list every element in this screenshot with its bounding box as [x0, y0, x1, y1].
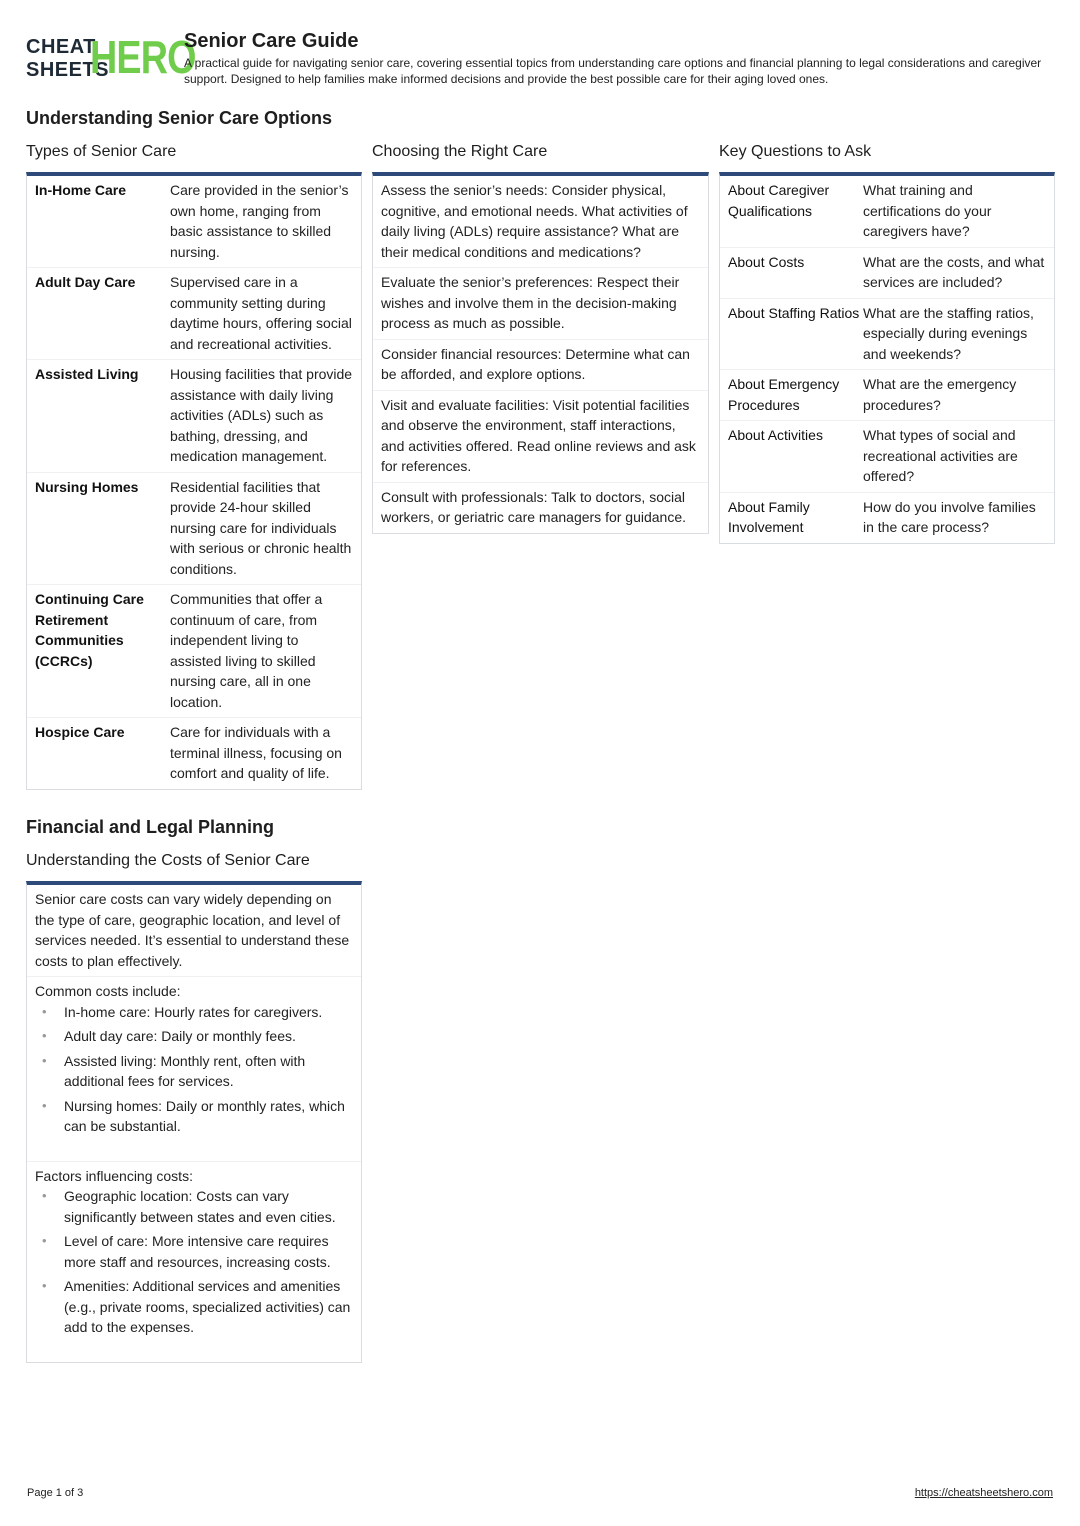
common-costs-block	[27, 977, 361, 1162]
factors-block	[27, 1162, 361, 1362]
table-row	[27, 473, 361, 586]
table-row	[720, 421, 1054, 493]
table-row	[720, 248, 1054, 299]
common-costs-list	[35, 1002, 353, 1137]
title-block	[184, 30, 1056, 87]
table-row	[720, 299, 1054, 371]
site-link[interactable]: https://cheatsheetshero.com	[914, 1487, 1053, 1499]
term-staffing-ratios: About Staffing Ratios	[728, 304, 860, 321]
list-item: Consider financial resources: Determine what can be afforded, and explore options.	[373, 340, 708, 391]
term-ccrc: Continuing Care Retirement Communities (CCRCs)	[35, 591, 144, 669]
def-costs: What are the costs, and what services are included?	[863, 253, 1045, 290]
page-description: A practical guide for navigating senior care, covering essential topics from understanding care options and financial planning to legal considerations and caregiver support. Designed to help families make informed decisions and provide the best possible care for their aging loved ones.	[184, 56, 1042, 86]
term-family-involvement: About Family Involvement	[728, 498, 810, 535]
term-hospice-care: Hospice Care	[35, 724, 125, 740]
costs-card	[26, 881, 362, 1363]
section-title-options: Understanding Senior Care Options	[26, 108, 333, 128]
list-item: • Level of care: More intensive care requires more staff and resources, increasing costs.	[35, 1231, 353, 1272]
page-header	[26, 30, 1056, 90]
table-row	[27, 268, 361, 360]
factors-lead: Factors influencing costs:	[35, 1167, 193, 1184]
questions-card	[719, 172, 1055, 544]
list-item: Assess the senior’s needs: Consider physical, cognitive, and emotional needs. What activities of daily living (ADLs) require assistance? What are their medical conditions and medications?	[373, 176, 708, 268]
choosing-card	[372, 172, 709, 534]
list-item: Evaluate the senior’s preferences: Respect their wishes and involve them in the decision-making process as much as possible.	[373, 268, 708, 340]
logo-sheets: SHEETS	[26, 59, 110, 81]
def-staffing-ratios: What are the staffing ratios, especially during evenings and weekends?	[863, 304, 1034, 362]
list-item: • Assisted living: Monthly rent, often with additional fees for services.	[35, 1051, 353, 1092]
card-title-costs: Understanding the Costs of Senior Care	[26, 852, 310, 869]
term-nursing-homes: Nursing Homes	[35, 478, 139, 495]
def-emergency-procedures: What are the emergency procedures?	[863, 376, 1017, 413]
list-item: Visit and evaluate facilities: Visit potential facilities and observe the environment, staff interactions, and activities offered. Read online reviews and ask for references.	[373, 391, 708, 483]
term-in-home-care: In-Home Care	[35, 182, 127, 198]
def-assisted-living: Housing facilities that provide assistance with daily living activities (ADLs) such as bathing, dressing, and medication management.	[170, 366, 353, 464]
table-row	[720, 370, 1054, 421]
def-family-involvement: How do you involve families in the care process?	[863, 498, 1036, 535]
card-title-questions: Key Questions to Ask	[719, 143, 872, 160]
cheatsheetshero-logo[interactable]	[26, 31, 196, 83]
logo-cheat: CHEAT	[26, 36, 96, 58]
logo-hero: HERO	[90, 31, 196, 83]
term-activities: About Activities	[728, 427, 823, 443]
table-row	[27, 176, 361, 268]
table-row	[27, 585, 361, 718]
card-title-types: Types of Senior Care	[26, 143, 177, 160]
term-costs: About Costs	[728, 253, 805, 270]
list-item: Consult with professionals: Talk to doctors, social workers, or geriatric care managers for guidance.	[381, 488, 687, 525]
term-emergency-procedures: About Emergency Procedures	[728, 376, 840, 413]
table-row	[27, 718, 361, 789]
section-title-financial: Financial and Legal Planning	[26, 817, 275, 837]
def-nursing-homes: Residential facilities that provide 24-hour skilled nursing care for individuals with serious or chronic health conditions.	[170, 478, 352, 577]
term-adult-day-care: Adult Day Care	[35, 274, 136, 290]
def-in-home-care: Care provided in the senior’s own home, ranging from basic assistance to skilled nursing.	[170, 182, 349, 260]
factors-list	[35, 1186, 353, 1338]
card-title-choosing: Choosing the Right Care	[372, 143, 548, 160]
def-adult-day-care: Supervised care in a community setting during daytime hours, offering social and recreational activities.	[170, 274, 352, 352]
list-item: • Nursing homes: Daily or monthly rates, which can be substantial.	[35, 1096, 353, 1137]
term-caregiver-qualifications: About Caregiver Qualifications	[728, 182, 830, 219]
def-hospice-care: Care for individuals with a terminal illness, focusing on comfort and quality of life.	[170, 724, 342, 781]
page-number: Page 1 of 3	[27, 1487, 84, 1499]
types-card	[26, 172, 362, 790]
def-activities: What types of social and recreational activities are offered?	[863, 427, 1018, 484]
list-item: • Geographic location: Costs can vary significantly between states and even cities.	[35, 1186, 353, 1227]
page-title: Senior Care Guide	[184, 30, 359, 52]
list-item: • Amenities: Additional services and amenities (e.g., private rooms, specialized activities) can add to the expenses.	[35, 1276, 353, 1338]
term-assisted-living: Assisted Living	[35, 366, 139, 382]
table-row	[720, 493, 1054, 543]
list-item: • In-home care: Hourly rates for caregivers.	[35, 1002, 353, 1023]
costs-intro: Senior care costs can vary widely depending on the type of care, geographic location, and level of services needed. It’s essential to understand these costs to plan effectively.	[27, 885, 361, 977]
list-item: • Adult day care: Daily or monthly fees.	[35, 1026, 353, 1047]
table-row	[720, 176, 1054, 248]
def-caregiver-qualifications: What training and certifications do your caregivers have?	[863, 182, 992, 239]
common-costs-lead: Common costs include:	[35, 983, 181, 999]
table-row	[27, 360, 361, 473]
def-ccrc: Communities that offer a continuum of care, from independent living to assisted living to skilled nursing care, all in one location.	[170, 591, 323, 710]
